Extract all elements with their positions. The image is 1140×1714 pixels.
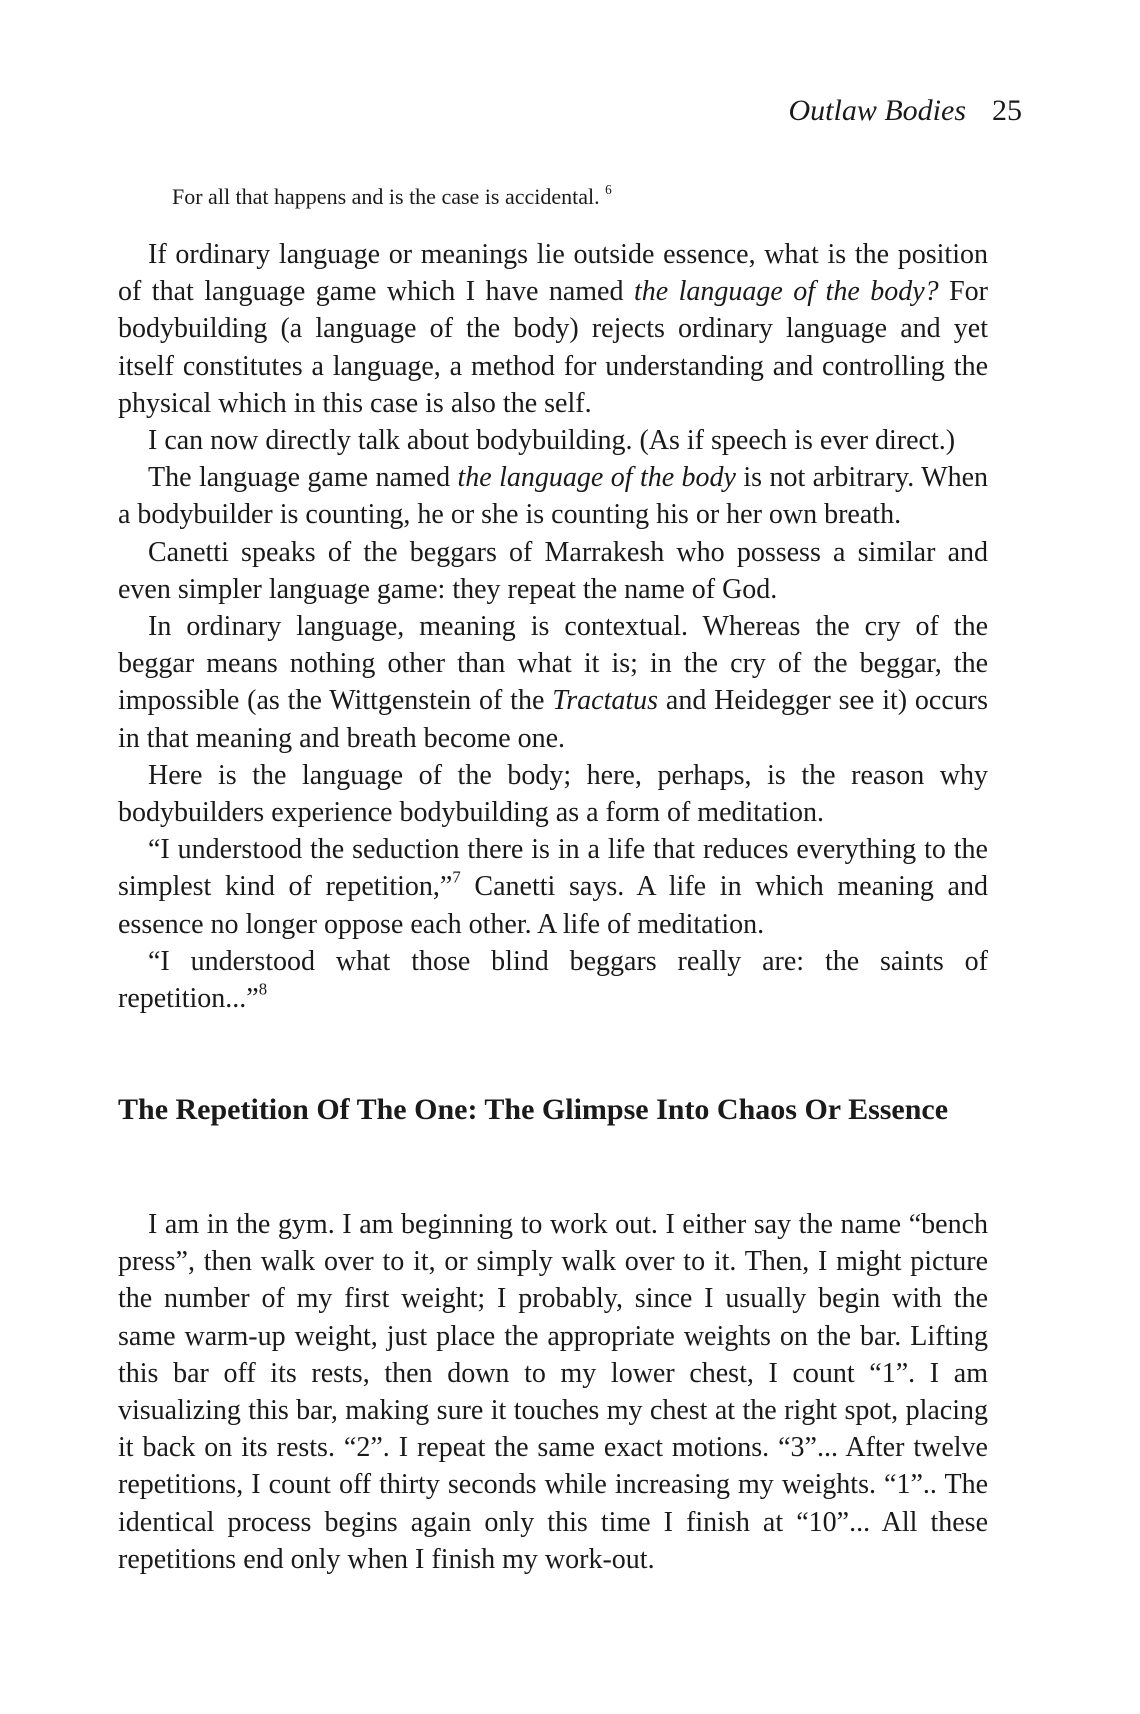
paragraph-5-emphasis: Tractatus (552, 685, 659, 717)
paragraph-5-text-c: and Heidegger see it) occurs in that meaning and breath become one. (118, 685, 988, 754)
paragraph-5-text-a: In ordinary language, meaning is contextual. Whereas the cry of the beggar means nothing other than what it is; in the cry of the beggar, the impossible (as the Wittgenstein of the (118, 611, 988, 717)
footnote-marker-8: 8 (258, 979, 268, 999)
paragraph-3-text-a: The language game named (148, 462, 458, 494)
epigraph (172, 184, 612, 210)
epigraph-text: For all that happens and is the case is accidental. (172, 184, 600, 209)
page-number: 25 (992, 94, 1022, 127)
body-text-block-2 (118, 1206, 988, 1578)
paragraph-3-emphasis: the language of the body (457, 462, 736, 494)
paragraph-7 (118, 831, 988, 943)
paragraph-8 (118, 943, 988, 1017)
footnote-marker-7: 7 (452, 867, 461, 887)
paragraph-1-text-c: For bodybuilding (a language of the body) rejects ordinary language and yet itself constitutes a language, a method for understanding and controlling the physical which in this case is also the self. (118, 276, 988, 419)
paragraph-6: Here is the language of the body; here, perhaps, is the reason why bodybuilders experience bodybuilding as a form of meditation. (118, 759, 988, 829)
paragraph-8-text-a: “I understood what those blind beggars really are: the saints of repetition...” (118, 945, 988, 1015)
paragraph-7-text-c: Canetti says. A life in which meaning and essence no longer oppose each other. A life of meditation. (118, 871, 988, 940)
paragraph-7-text-a: “I understood the seduction there is in a life that reduces everything to the simplest kind of repetition,” (118, 834, 988, 903)
paragraph-1-emphasis: the language of the body? (633, 276, 939, 308)
paragraph-4: Canetti speaks of the beggars of Marrakesh who possess a similar and even simpler language game: they repeat the name of God. (118, 536, 988, 605)
footnote-marker-6: 6 (605, 182, 612, 198)
section-heading: The Repetition Of The One: The Glimpse Into Chaos Or Essence (118, 1093, 949, 1126)
paragraph-3 (118, 459, 988, 533)
paragraph-1-text-a: If ordinary language or meanings lie outside essence, what is the position of that language game which I have named (118, 239, 988, 308)
paragraph-5 (118, 608, 988, 757)
body-text-block-1 (118, 236, 988, 1017)
paragraph-3-text-c: is not arbitrary. When a bodybuilder is counting, he or she is counting his or her own breath. (118, 462, 988, 531)
paragraph-1 (118, 236, 988, 422)
paragraph-9: I am in the gym. I am beginning to work out. I either say the name “bench press”, then walk over to it, or simply walk over to it. Then, I might picture the number of my first weight; I probably, since I usually begin with the same warm-up weight, just place the appropriate weights on the bar. Lifting this bar off its rests, then down to my lower chest, I count “1”. I am visualizing this bar, making sure it touches my chest at the right spot, placing it back on its rests. “2”. I repeat the same exact motions. “3”... After twelve repetitions, I count off thirty seconds while increasing my weights. “1”.. The identical process begins again only this time I finish at “10”... All these repetitions end only when I finish my work-out. (118, 1209, 988, 1575)
paragraph-2: I can now directly talk about bodybuilding. (As if speech is ever direct.) (148, 425, 956, 457)
running-head (789, 96, 1023, 126)
running-head-title: Outlaw Bodies (788, 94, 966, 127)
